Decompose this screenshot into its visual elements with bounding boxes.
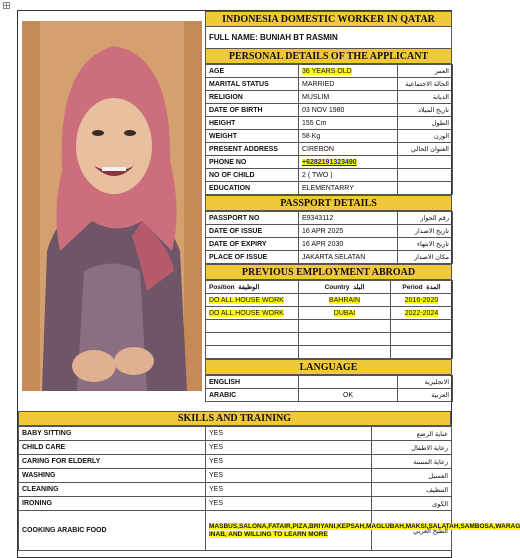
education-value: ELEMENTARRY — [299, 182, 398, 195]
age-label: AGE — [206, 65, 299, 78]
skills-section — [18, 411, 520, 551]
english-label: ENGLISH — [206, 376, 299, 389]
employment-table — [205, 280, 453, 359]
height-value: 155 Cm — [299, 117, 398, 130]
period-header: Period المدة — [391, 281, 453, 294]
expiry-date-label: DATE OF EXPIRY — [206, 238, 299, 251]
table-row — [19, 497, 452, 511]
skill-label: CHILD CARE — [19, 441, 206, 455]
applicant-photo-image — [22, 21, 202, 391]
table-row — [206, 156, 453, 169]
issue-place-value: JAKARTA SELATAN — [299, 251, 398, 264]
language-title-table — [205, 359, 452, 375]
skill-label: IRONING — [19, 497, 206, 511]
page-corner-mark — [3, 2, 10, 9]
skill-label: CARING FOR ELDERLY — [19, 455, 206, 469]
table-row — [206, 389, 453, 402]
table-row — [206, 78, 453, 91]
phone-label-ar — [398, 156, 453, 169]
cooking-label-ar: الطبخ العربي — [372, 511, 452, 551]
skill-label: WASHING — [19, 469, 206, 483]
english-label-ar: الانجليزية — [398, 376, 453, 389]
skill-label-ar: الكوى — [372, 497, 452, 511]
job-position: DO ALL HOUSE WORK — [206, 294, 299, 307]
table-row — [19, 427, 452, 441]
skill-label: BABY SITTING — [19, 427, 206, 441]
dob-label: DATE OF BIRTH — [206, 104, 299, 117]
issue-place-label-ar: مكان الاصدار — [398, 251, 453, 264]
employment-title-table — [205, 264, 452, 280]
passport-no-value: E9343112 — [299, 212, 398, 225]
table-row — [19, 469, 452, 483]
table-row-empty — [206, 346, 453, 359]
table-row — [206, 294, 453, 307]
skill-label-ar: التنظيف — [372, 483, 452, 497]
skills-section-title: SKILLS AND TRAINING — [19, 412, 451, 426]
table-row — [206, 251, 453, 264]
issue-date-label: DATE OF ISSUE — [206, 225, 299, 238]
issue-date-value: 16 APR 2025 — [299, 225, 398, 238]
marital-status-label-ar: الحالة الاجتماعية — [398, 78, 453, 91]
job-country: BAHRAIN — [299, 294, 391, 307]
table-row — [206, 117, 453, 130]
skill-value: YES — [206, 469, 372, 483]
age-value-text: 36 YEARS OLD — [302, 67, 352, 75]
age-label-ar: العمر — [398, 65, 453, 78]
document-title: INDONESIA DOMESTIC WORKER IN QATAR — [206, 12, 452, 27]
children-label: NO OF CHILD — [206, 169, 299, 182]
table-header-row — [206, 281, 453, 294]
children-value: 2 ( TWO ) — [299, 169, 398, 182]
passport-section-title: PASSPORT DETAILS — [206, 196, 452, 211]
personal-table — [205, 64, 453, 195]
table-row — [206, 212, 453, 225]
personal-section-title: PERSONAL DETAILS OF THE APPLICANT — [206, 49, 452, 64]
address-label: PRESENT ADDRESS — [206, 143, 299, 156]
table-row — [206, 225, 453, 238]
skill-value: YES — [206, 455, 372, 469]
position-header: Position الوظيفة — [206, 281, 299, 294]
arabic-label-ar: العربية — [398, 389, 453, 402]
expiry-date-label-ar: تاريخ الانتهاء — [398, 238, 453, 251]
skill-value: YES — [206, 483, 372, 497]
skill-value: YES — [206, 427, 372, 441]
language-section-title: LANGUAGE — [206, 360, 452, 375]
table-row — [206, 376, 453, 389]
address-value: CIREBON — [299, 143, 398, 156]
children-label-ar — [398, 169, 453, 182]
skill-label-ar: عناية الرضع — [372, 427, 452, 441]
expiry-date-value: 16 APR 2030 — [299, 238, 398, 251]
table-row-empty — [206, 320, 453, 333]
weight-value: 58 Kg — [299, 130, 398, 143]
table-row — [206, 104, 453, 117]
table-row — [19, 483, 452, 497]
skills-title-table — [18, 411, 451, 426]
skill-label-ar: رعاية المسنة — [372, 455, 452, 469]
phone-link[interactable]: +6282191323490 — [302, 158, 357, 166]
passport-table — [205, 211, 453, 264]
age-value — [299, 65, 398, 78]
job-period: 2016-2020 — [391, 294, 453, 307]
dob-label-ar: تاريخ الميلاد — [398, 104, 453, 117]
employment-section-title: PREVIOUS EMPLOYMENT ABROAD — [206, 265, 452, 280]
country-header: Country البلد — [299, 281, 391, 294]
header-table — [205, 11, 452, 64]
table-row — [206, 65, 453, 78]
table-row — [206, 143, 453, 156]
skill-value: YES — [206, 441, 372, 455]
language-table — [205, 375, 453, 402]
details-panel — [205, 11, 452, 402]
cooking-label: COOKING ARABIC FOOD — [19, 511, 206, 551]
dob-value: 03 NOV 1980 — [299, 104, 398, 117]
table-row — [206, 238, 453, 251]
table-row — [206, 169, 453, 182]
passport-title-table — [205, 195, 452, 211]
phone-label: PHONE NO — [206, 156, 299, 169]
table-row — [19, 511, 452, 551]
english-value — [299, 376, 398, 389]
education-label-ar — [398, 182, 453, 195]
table-row — [206, 91, 453, 104]
weight-label-ar: الوزن — [398, 130, 453, 143]
table-row — [206, 182, 453, 195]
marital-status-value: MARRIED — [299, 78, 398, 91]
passport-no-label-ar: رقم الجواز — [398, 212, 453, 225]
skill-label-ar: رعاية الاطفال — [372, 441, 452, 455]
table-row — [19, 455, 452, 469]
skill-label-ar: الغسيل — [372, 469, 452, 483]
issue-place-label: PLACE OF ISSUE — [206, 251, 299, 264]
arabic-label: ARABIC — [206, 389, 299, 402]
job-period: 2022-2024 — [391, 307, 453, 320]
marital-status-label: MARITAL STATUS — [206, 78, 299, 91]
weight-label: WEIGHT — [206, 130, 299, 143]
skill-label: CLEANING — [19, 483, 206, 497]
arabic-value: OK — [299, 389, 398, 402]
table-row — [19, 441, 452, 455]
skill-value: YES — [206, 497, 372, 511]
applicant-photo — [22, 21, 202, 391]
address-label-ar: العنوان الحالي — [398, 143, 453, 156]
height-label: HEIGHT — [206, 117, 299, 130]
religion-value: MUSLIM — [299, 91, 398, 104]
issue-date-label-ar: تاريخ الاصدار — [398, 225, 453, 238]
religion-label-ar: الديانة — [398, 91, 453, 104]
phone-value — [299, 156, 398, 169]
job-country: DUBAI — [299, 307, 391, 320]
cooking-dishes: MASBUS,SALONA,FATAIR,PIZA,BRIYANI,KEPSAH,MAGLUBAH,MAKSI,SALATAH,SAMBOSA,WARAG INAB, AND WILLING TO LEARN MORE — [209, 522, 520, 538]
job-position: DO ALL HOUSE WORK — [206, 307, 299, 320]
height-label-ar: الطول — [398, 117, 453, 130]
table-row — [206, 130, 453, 143]
religion-label: RELIGION — [206, 91, 299, 104]
skills-table — [18, 426, 520, 551]
passport-no-label: PASSPORT NO — [206, 212, 299, 225]
cv-sheet — [17, 10, 520, 558]
table-row-empty — [206, 333, 453, 346]
education-label: EDUCATION — [206, 182, 299, 195]
table-row — [206, 307, 453, 320]
full-name: FULL NAME: BUNIAH BT RASMIN — [206, 27, 452, 49]
